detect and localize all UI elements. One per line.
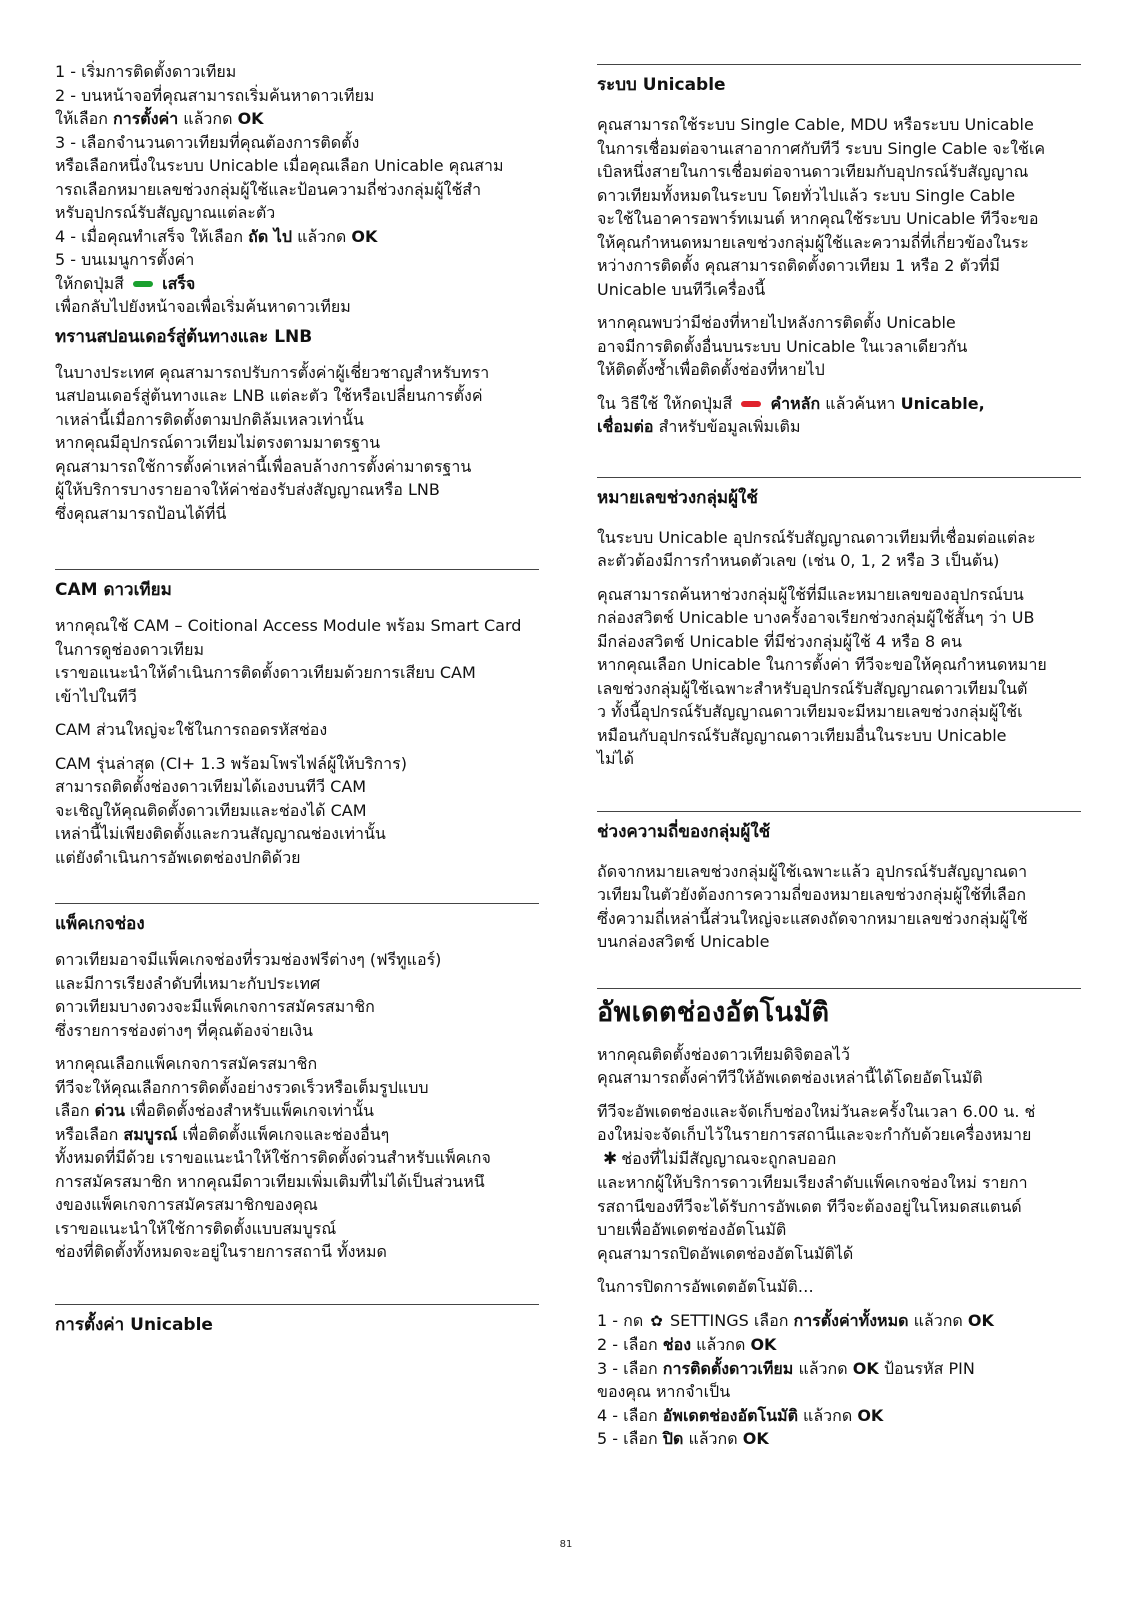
auto-update-paragraph-2 [597, 1100, 1081, 1266]
body-text: เพื่อติดตั้งช่องสำหรับแพ็คเกจเท่านั้น [130, 1101, 374, 1120]
step-2: 2 - บนหน้าจอที่คุณสามารถเริ่มค้นหาดาวเทียม [55, 85, 375, 105]
step-4 [597, 1404, 1081, 1428]
step-bold: การตั้งค่า [113, 109, 179, 128]
step-text: 4 - เมื่อคุณทำเสร็จ ให้เลือก [55, 226, 244, 246]
left-column [55, 60, 539, 1349]
step-bold: การตั้งค่าทั้งหมด [793, 1310, 909, 1330]
auto-update-paragraph-3: ในการปิดการอัพเดตอัตโนมัติ… [597, 1277, 814, 1296]
step-text: 2 - เลือก [597, 1335, 658, 1354]
unicable-paragraph-1 [597, 113, 1081, 301]
body-line [597, 1147, 1081, 1172]
step-text: 1 - กด [597, 1310, 644, 1330]
step-3-line3: ารถเลือกหมายเลขช่วงกลุ่มผู้ใช้และป้อนความถี่ช่วงกลุ่มผู้ใช้สำ [55, 179, 482, 199]
step-text: แล้วกด [696, 1335, 746, 1354]
body-line: Unicable บนทีวีเครื่องนี้ [597, 279, 766, 299]
section-divider [597, 811, 1081, 812]
auto-update-steps [597, 1309, 1081, 1451]
body-line: ทีวีจะให้คุณเลือกการติดตั้งอย่างรวดเร็วหรือเต็มรูปแบบ [55, 1077, 429, 1097]
userband-frequency-paragraph [597, 860, 1081, 954]
userband-frequency-title: ช่วงความถี่ของกลุ่มผู้ใช้ [597, 821, 771, 842]
step-text: แล้วกด [183, 109, 233, 128]
body-line: หว่างการติดตั้ง คุณสามารถติดตั้งดาวเทียม 1 หรือ 2 ตัวที่มี [597, 256, 1000, 275]
body-line: เข้าไปในทีวี [55, 686, 137, 706]
step-text: แล้วกด [798, 1358, 848, 1378]
body-line: คุณสามารถปิดอัพเดตช่องอัตโนมัติได้ [597, 1243, 854, 1263]
body-line: ในระบบ Unicable อุปกรณ์รับสัญญาณดาวเทียมที่เชื่อมต่อแต่ละ [597, 527, 1036, 547]
body-line: เบิลหนึ่งสายในการเชื่อมต่อจานดาวเทียมกับอุปกรณ์รับสัญญาณ [597, 162, 1029, 181]
body-line: ว ทั้งนี้อุปกรณ์รับสัญญาณดาวเทียมจะมีหมายเลขช่วงกลุ่มผู้ใช้เ [597, 702, 1023, 721]
step-text: แล้วกด [803, 1405, 853, 1425]
body-line: ให้คุณกำหนดหมายเลขช่วงกลุ่มผู้ใช้และความถี่ที่เกี่ยวข้องในระ [597, 232, 1029, 252]
body-line: หมือนกับอุปกรณ์รับสัญญาณดาวเทียมอื่นในระบบ Unicable [597, 725, 1007, 745]
body-line: การสมัครสมาชิก หากคุณมีดาวเทียมเพิ่มเติมที่ไม่ได้เป็นส่วนหนึ [55, 1171, 485, 1191]
body-line: บนกล่องสวิตช์ Unicable [597, 932, 770, 951]
section-divider [597, 64, 1081, 65]
install-steps [55, 60, 539, 319]
search-term: เชื่อมต่อ [597, 417, 654, 436]
step-text: 5 - เลือก [597, 1429, 658, 1448]
ok-label: OK [351, 226, 378, 246]
step-text: แล้วกด [688, 1429, 738, 1448]
packages-paragraph-2 [55, 1052, 539, 1264]
body-line: บายเพื่ออัพเดตช่องอัตโนมัติ [597, 1220, 787, 1239]
body-text: ใน วิธีใช้ ให้กดปุ่มสี [597, 393, 733, 413]
cam-paragraph-2: CAM ส่วนใหญ่จะใช้ในการถอดรหัสช่อง [55, 720, 328, 739]
section-divider [597, 477, 1081, 478]
cam-title: CAM ดาวเทียม [55, 580, 172, 600]
userband-number-paragraph-1 [597, 526, 1081, 573]
full-option: สมบูรณ์ [123, 1124, 178, 1144]
ok-label: OK [857, 1405, 884, 1425]
body-line: าเหล่านี้เมื่อการติดตั้งตามปกติล้มเหลวเท่านั้น [55, 409, 364, 429]
ok-label: OK [237, 109, 264, 128]
body-line: ผู้ให้บริการบางรายอาจให้ค่าช่องรับส่งสัญญาณหรือ LNB [55, 480, 440, 499]
red-button-icon [741, 401, 761, 407]
section-divider [55, 569, 539, 570]
body-line: สามารถติดตั้งช่องดาวเทียมได้เองบนทีวี CAM [55, 777, 367, 796]
step-3-line2: ของคุณ หากจำเป็น [597, 1382, 731, 1401]
body-line: แต่ยังดำเนินการอัพเดตช่องปกติด้วย [55, 847, 301, 867]
green-button-icon [133, 281, 153, 287]
body-line: ในการเชื่อมต่อจานเสาอากาศกับทีวี ระบบ Single Cable จะใช้เค [597, 138, 1046, 158]
packages-paragraph-1 [55, 948, 539, 1042]
ok-label: OK [967, 1310, 994, 1330]
body-line: องใหม่จะจัดเก็บไว้ในรายการสถานีและจะกำกับด้วยเครื่องหมาย [597, 1125, 1032, 1144]
userband-number-title: หมายเลขช่วงกลุ่มผู้ใช้ [597, 487, 758, 508]
step-2 [597, 1333, 1081, 1357]
section-divider [55, 903, 539, 904]
step-bold: ช่อง [662, 1335, 692, 1354]
step-text: 3 - เลือก [597, 1358, 658, 1378]
step-1: 1 - เริ่มการติดตั้งดาวเทียม [55, 62, 237, 81]
cam-paragraph-3 [55, 752, 539, 870]
keywords-label: คำหลัก [770, 393, 821, 413]
step-text: แล้วกด [297, 226, 347, 246]
body-text: ช่องที่ไม่มีสัญญาณจะถูกลบออก [621, 1148, 837, 1168]
body-line: ดาวเทียมทั้งหมดในระบบ โดยทั่วไปแล้ว ระบบ Single Cable [597, 185, 1016, 205]
body-line [55, 1123, 539, 1147]
page-number: 81 [559, 1539, 573, 1550]
ok-label: OK [852, 1358, 879, 1378]
body-line: วเทียมในตัวยังต้องการความถี่ของหมายเลขช่วงกลุ่มผู้ใช้ที่เลือก [597, 885, 1027, 904]
body-line: หากคุณมีอุปกรณ์ดาวเทียมไม่ตรงตามมาตรฐาน [55, 433, 381, 452]
body-line: ซึ่งความถี่เหล่านี้ส่วนใหญ่จะแสดงถัดจากหมายเลขช่วงกลุ่มผู้ใช้ [597, 908, 1028, 928]
body-line: คุณสามารถตั้งค่าทีวีให้อัพเดตช่องเหล่านี้ได้โดยอัตโนมัติ [597, 1068, 983, 1087]
auto-update-paragraph-1 [597, 1043, 1081, 1090]
body-line: หากคุณเลือกแพ็คเกจการสมัครสมาชิก [55, 1054, 318, 1073]
body-text: แล้วค้นหา [825, 393, 896, 413]
step-5-line3: เพื่อกลับไปยังหน้าจอเพื่อเริ่มค้นหาดาวเทียม [55, 297, 351, 316]
body-text: เพื่อติดตั้งแพ็คเกจและช่องอื่นๆ [182, 1124, 390, 1144]
body-text: เลือก [55, 1101, 90, 1120]
body-line: ทั้งหมดที่มีด้วย เราขอแนะนำให้ใช้การติดตั้งด่วนสำหรับแพ็คเกจ [55, 1148, 491, 1167]
userband-number-paragraph-2 [597, 583, 1081, 771]
body-line: ทีวีจะอัพเดตช่องและจัดเก็บช่องใหม่วันละครั้งในเวลา 6.00 น. ช่ [597, 1101, 1036, 1121]
step-3-line4: หรับอุปกรณ์รับสัญญาณแต่ละตัว [55, 203, 276, 222]
step-3 [597, 1357, 1081, 1381]
step-5: 5 - บนเมนูการตั้งค่า [55, 250, 195, 269]
unicable-paragraph-3 [597, 392, 1081, 439]
body-line: ไม่ได้ [597, 749, 635, 768]
section-divider [55, 1304, 539, 1305]
unicable-setup-title: การตั้งค่า Unicable [55, 1314, 213, 1335]
transponder-title: ทรานสปอนเดอร์สู่ต้นทางและ LNB [55, 326, 313, 347]
body-line: และมีการเรียงลำดับที่เหมาะกับประเทศ [55, 973, 321, 993]
body-line: ดาวเทียมอาจมีแพ็คเกจช่องที่รวมช่องฟรีต่างๆ (ฟรีทูแอร์) [55, 950, 442, 969]
step-2-cont [55, 107, 539, 131]
body-line: หากคุณเลือก Unicable ในการตั้งค่า ทีวีจะขอให้คุณกำหนดหมาย [597, 655, 1047, 674]
body-line: รสถานีของทีวีจะได้รับการอัพเดต ทีวีจะต้องอยู่ในโหมดสแตนด์ [597, 1196, 1022, 1216]
body-line: เราขอแนะนำให้ดำเนินการติดตั้งดาวเทียมด้วยการเสียบ CAM [55, 663, 476, 682]
body-line: จะใช้ในอาคารอพาร์ทเมนต์ หากคุณใช้ระบบ Unicable ทีวีจะขอ [597, 209, 1039, 228]
body-line: ดาวเทียมบางดวงจะมีแพ็คเกจการสมัครสมาชิก [55, 997, 375, 1016]
step-text: ป้อนรหัส PIN [883, 1358, 975, 1378]
step-bold: การติดตั้งดาวเทียม [662, 1358, 794, 1378]
step-4 [55, 225, 539, 249]
step-text: ให้เลือก [55, 109, 108, 128]
star-icon: ✱ [603, 1148, 618, 1169]
body-line: อาจมีการติดตั้งอื่นบนระบบ Unicable ในเวลาเดียวกัน [597, 336, 968, 356]
step-1 [597, 1309, 1081, 1334]
body-line: งของแพ็คเกจการสมัครสมาชิกของคุณ [55, 1195, 318, 1214]
packages-title: แพ็คเกจช่อง [55, 914, 145, 934]
unicable-paragraph-2 [597, 311, 1081, 382]
step-bold: อัพเดตช่องอัตโนมัติ [662, 1405, 798, 1425]
body-line: ในการดูช่องดาวเทียม [55, 639, 204, 659]
unicable-title: ระบบ Unicable [597, 75, 726, 95]
body-line: คุณสามารถค้นหาช่วงกลุ่มผู้ใช้ที่มีและหมายเลขของอุปกรณ์บน [597, 584, 1024, 604]
gear-icon: ✿ [650, 1311, 663, 1330]
body-text: หรือเลือก [55, 1124, 119, 1144]
ok-label: OK [750, 1335, 777, 1354]
body-line: เหล่านี้ไม่เพียงติดตั้งและกวนสัญญาณช่องเท่านั้น [55, 824, 386, 843]
body-line: กล่องสวิตช์ Unicable บางครั้งอาจเรียกช่วงกลุ่มผู้ใช้สั้นๆ ว่า UB [597, 608, 1035, 627]
step-text: แล้วกด [913, 1310, 963, 1330]
body-line: ซึ่งคุณสามารถป้อนได้ที่นี่ [55, 503, 227, 523]
step-3: 3 - เลือกจำนวนดาวเทียมที่คุณต้องการติดตั้ง [55, 132, 360, 152]
step-text: SETTINGS เลือก [669, 1310, 789, 1330]
body-line: ให้ติดตั้งซ้ำเพื่อติดตั้งช่องที่หายไป [597, 360, 825, 379]
body-line: CAM รุ่นล่าสุด (CI+ 1.3 พร้อมโพรไฟล์ผู้ให้บริการ) [55, 753, 407, 773]
step-text: ให้กดปุ่มสี [55, 273, 124, 293]
body-line: นสปอนเดอร์สู่ต้นทางและ LNB แต่ละตัว ใช้หรือเปลี่ยนการตั้งค่ [55, 386, 483, 405]
body-line: หากคุณพบว่ามีช่องที่หายไปหลังการติดตั้ง Unicable [597, 313, 956, 332]
body-line: มีกล่องสวิตช์ Unicable ที่มีช่วงกลุ่มผู้ใช้ 4 หรือ 8 คน [597, 631, 962, 651]
body-line: ถัดจากหมายเลขช่วงกลุ่มผู้ใช้เฉพาะแล้ว อุปกรณ์รับสัญญาณดา [597, 861, 1028, 881]
body-line: หากคุณติดตั้งช่องดาวเทียมดิจิตอลไว้ [597, 1044, 850, 1064]
step-bold: เสร็จ [162, 273, 196, 293]
right-column [597, 60, 1081, 1451]
body-line: คุณสามารถใช้การตั้งค่าเหล่านี้เพื่อลบล้างการตั้งค่ามาตรฐาน [55, 456, 472, 476]
quick-option: ด่วน [94, 1101, 125, 1120]
body-line: เลขช่วงกลุ่มผู้ใช้เฉพาะสำหรับอุปกรณ์รับสัญญาณดาวเทียมในตั [597, 678, 1028, 698]
body-text: สำหรับข้อมูลเพิ่มเติม [658, 417, 801, 436]
body-line: หากคุณใช้ CAM – Coitional Access Module พร้อม Smart Card [55, 616, 522, 635]
transponder-body [55, 361, 539, 526]
step-5 [597, 1427, 1081, 1451]
body-line: ในบางประเทศ คุณสามารถปรับการตั้งค่าผู้เชี่ยวชาญสำหรับทรา [55, 362, 490, 382]
step-bold: ถัด ไป [248, 226, 292, 246]
body-line: เราขอแนะนำให้ใช้การติดตั้งแบบสมบูรณ์ [55, 1218, 337, 1238]
step-bold: ปิด [662, 1429, 684, 1448]
search-term: Unicable, [900, 393, 985, 413]
step-text: 4 - เลือก [597, 1405, 658, 1425]
ok-label: OK [742, 1429, 769, 1448]
auto-update-title: อัพเดตช่องอัตโนมัติ [597, 996, 830, 1028]
body-line: และหากผู้ให้บริการดาวเทียมเรียงลำดับแพ็คเกจช่องใหม่ รายกา [597, 1173, 1028, 1192]
body-line: ซึ่งรายการช่องต่างๆ ที่คุณต้องจ่ายเงิน [55, 1020, 313, 1040]
body-line: ละตัวต้องมีการกำหนดตัวเลข (เช่น 0, 1, 2 หรือ 3 เป็นต้น) [597, 551, 1000, 570]
body-line: คุณสามารถใช้ระบบ Single Cable, MDU หรือระบบ Unicable [597, 115, 1034, 134]
step-5-line2 [55, 272, 539, 296]
body-line [55, 1099, 539, 1123]
body-line: จะเชิญให้คุณติดตั้งดาวเทียมและช่องได้ CAM [55, 800, 367, 820]
section-divider [597, 988, 1081, 989]
cam-paragraph-1 [55, 614, 539, 708]
step-3-line2: หรือเลือกหนึ่งในระบบ Unicable เมื่อคุณเลือก Unicable คุณสาม [55, 156, 504, 175]
body-line: ช่องที่ติดตั้งทั้งหมดจะอยู่ในรายการสถานี ทั้งหมด [55, 1242, 387, 1261]
